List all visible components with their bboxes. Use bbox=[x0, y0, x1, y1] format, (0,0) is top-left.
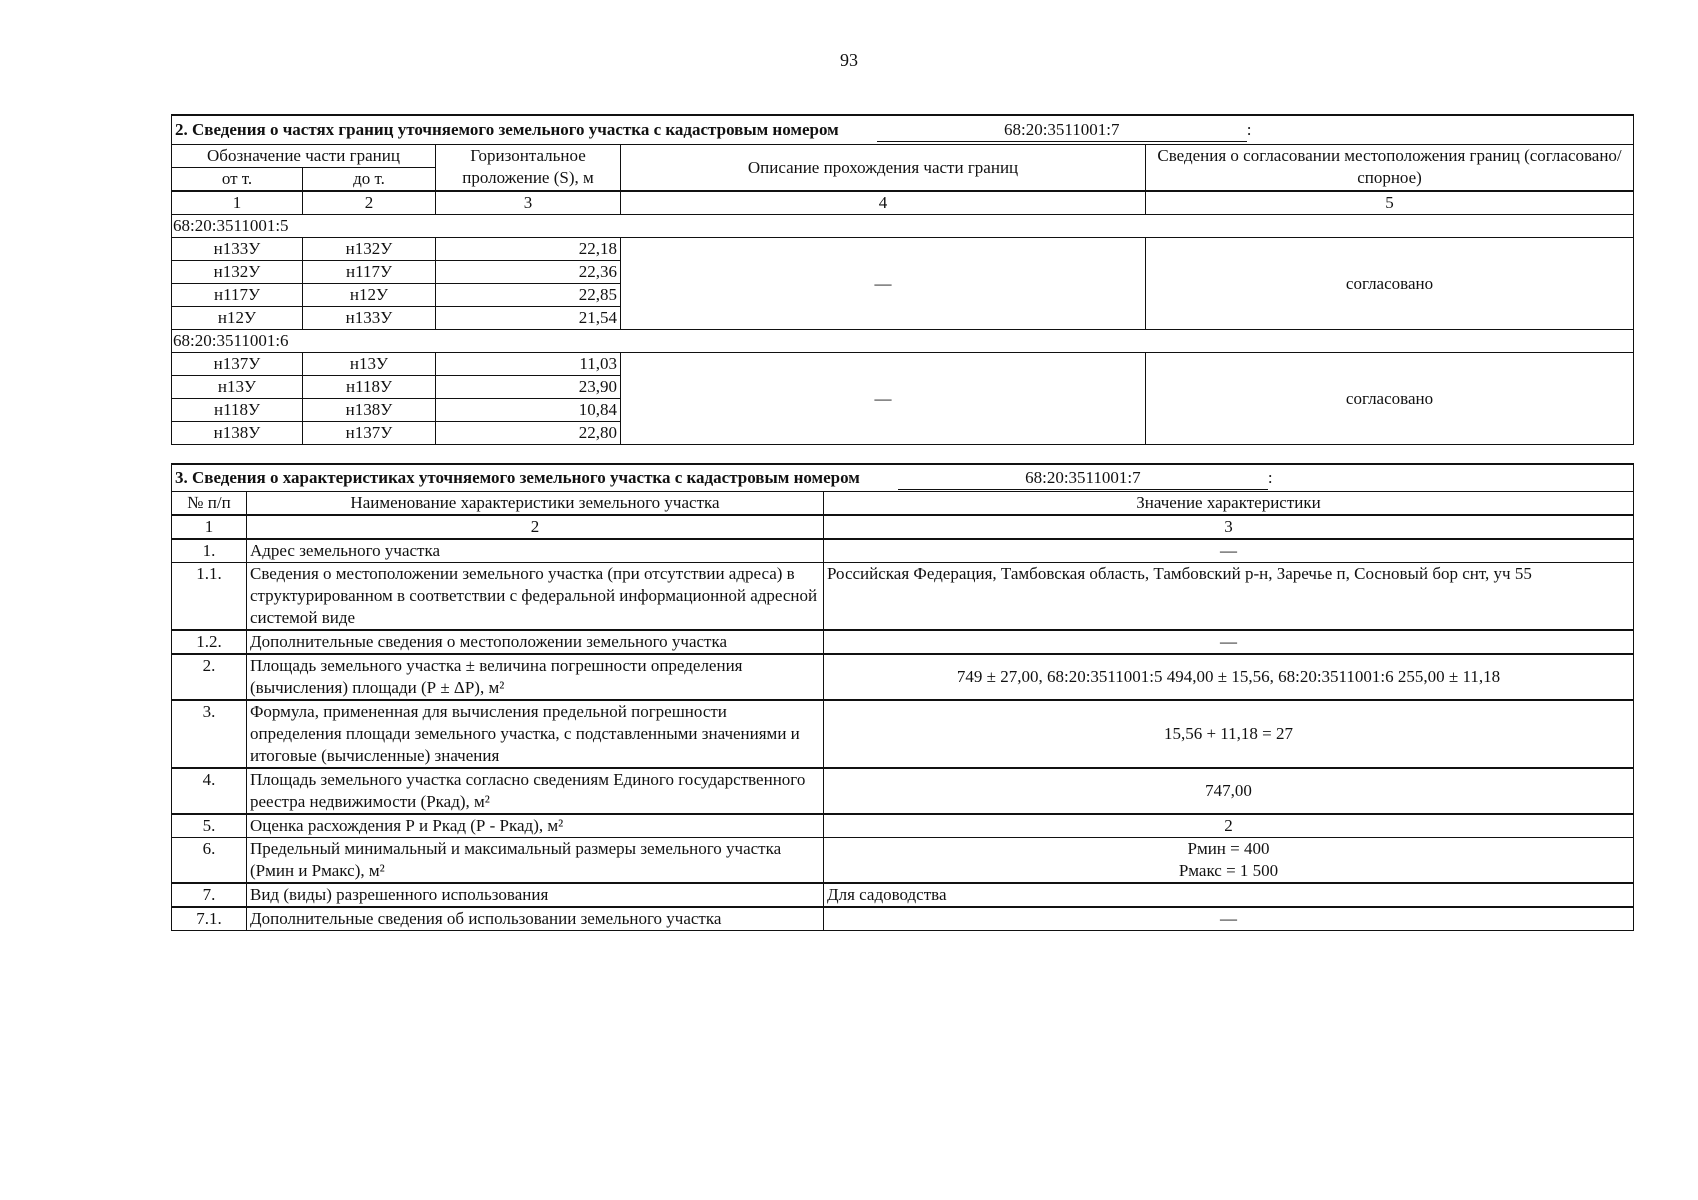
section2-cadastral-number: 68:20:3511001:7 bbox=[877, 119, 1247, 142]
table-row bbox=[172, 838, 1634, 884]
header-num: № п/п bbox=[172, 492, 247, 516]
col-number: 3 bbox=[436, 191, 621, 215]
table-row bbox=[172, 814, 1634, 838]
table-row bbox=[172, 883, 1634, 907]
col-number: 1 bbox=[172, 191, 303, 215]
distance-value: 21,54 bbox=[436, 307, 621, 330]
header-agreement: Сведения о согласовании местоположения границ (согласовано/спорное) bbox=[1146, 145, 1634, 192]
table-row bbox=[172, 563, 1634, 631]
row-num: 2. bbox=[172, 654, 247, 700]
col-number: 2 bbox=[303, 191, 436, 215]
col-number: 4 bbox=[621, 191, 1146, 215]
section2-title-row bbox=[172, 115, 1634, 145]
row-name: Предельный минимальный и максимальный размеры земельного участка (Рмин и Рмакс), м² bbox=[247, 838, 824, 884]
section3-title: 3. Сведения о характеристиках уточняемого земельного участка с кадастровым номером bbox=[175, 467, 860, 487]
row-num: 6. bbox=[172, 838, 247, 884]
row-value: — bbox=[824, 539, 1634, 563]
section3-cadastral-number: 68:20:3511001:7 bbox=[898, 467, 1268, 490]
to-point: н132У bbox=[303, 238, 436, 261]
col-number: 3 bbox=[824, 515, 1634, 539]
to-point: н13У bbox=[303, 353, 436, 376]
row-name: Дополнительные сведения об использовании земельного участка bbox=[247, 907, 824, 931]
distance-value: 23,90 bbox=[436, 376, 621, 399]
to-point: н117У bbox=[303, 261, 436, 284]
section3-title-row bbox=[172, 464, 1634, 492]
table-row bbox=[172, 654, 1634, 700]
header-from-point: от т. bbox=[172, 168, 303, 192]
row-num: 5. bbox=[172, 814, 247, 838]
from-point: н133У bbox=[172, 238, 303, 261]
section2-title: 2. Сведения о частях границ уточняемого земельного участка с кадастровым номером bbox=[175, 119, 839, 139]
row-num: 7. bbox=[172, 883, 247, 907]
row-num: 4. bbox=[172, 768, 247, 814]
from-point: н117У bbox=[172, 284, 303, 307]
table-row bbox=[172, 700, 1634, 768]
table-row bbox=[172, 907, 1634, 931]
to-point: н118У bbox=[303, 376, 436, 399]
col-number: 5 bbox=[1146, 191, 1634, 215]
to-point: н12У bbox=[303, 284, 436, 307]
section3-colon: : bbox=[1267, 467, 1273, 487]
to-point: н138У bbox=[303, 399, 436, 422]
table-row bbox=[172, 353, 1634, 376]
group-label: 68:20:3511001:6 bbox=[172, 330, 1634, 353]
header-description: Описание прохождения части границ bbox=[621, 145, 1146, 192]
distance-value: 22,18 bbox=[436, 238, 621, 261]
to-point: н137У bbox=[303, 422, 436, 445]
header-distance: Горизонтальное проложение (S), м bbox=[436, 145, 621, 192]
column-numbers-row bbox=[172, 191, 1634, 215]
from-point: н132У bbox=[172, 261, 303, 284]
row-num: 7.1. bbox=[172, 907, 247, 931]
table-row bbox=[172, 630, 1634, 654]
row-value: Для садоводства bbox=[824, 883, 1634, 907]
row-value: Российская Федерация, Тамбовская область, Тамбовский р-н, Заречье п, Сосновый бор снт, уч 55 bbox=[824, 563, 1634, 631]
description-value: — bbox=[621, 353, 1146, 445]
row-num: 1. bbox=[172, 539, 247, 563]
table-row bbox=[172, 539, 1634, 563]
agreement-value: согласовано bbox=[1146, 238, 1634, 330]
from-point: н13У bbox=[172, 376, 303, 399]
description-value: — bbox=[621, 238, 1146, 330]
row-value: — bbox=[824, 907, 1634, 931]
column-numbers-row bbox=[172, 515, 1634, 539]
col-number: 2 bbox=[247, 515, 824, 539]
row-value: — bbox=[824, 630, 1634, 654]
row-num: 1.1. bbox=[172, 563, 247, 631]
header-part-designation: Обозначение части границ bbox=[172, 145, 436, 168]
from-point: н12У bbox=[172, 307, 303, 330]
section2-colon: : bbox=[1246, 119, 1252, 139]
row-value: 2 bbox=[824, 814, 1634, 838]
row-name: Формула, примененная для вычисления предельной погрешности определения площади земельного участка, с подставленными значениями и итоговые (вычисленные) значения bbox=[247, 700, 824, 768]
distance-value: 22,85 bbox=[436, 284, 621, 307]
agreement-value: согласовано bbox=[1146, 353, 1634, 445]
row-name: Вид (виды) разрешенного использования bbox=[247, 883, 824, 907]
distance-value: 11,03 bbox=[436, 353, 621, 376]
row-value-min: Рмин = 400 bbox=[1187, 839, 1270, 858]
table-row bbox=[172, 768, 1634, 814]
from-point: н118У bbox=[172, 399, 303, 422]
row-name: Сведения о местоположении земельного участка (при отсутствии адреса) в структурированном в соответствии с федеральной информационной адресной системой виде bbox=[247, 563, 824, 631]
header-name: Наименование характеристики земельного участка bbox=[247, 492, 824, 516]
distance-value: 10,84 bbox=[436, 399, 621, 422]
row-name: Адрес земельного участка bbox=[247, 539, 824, 563]
col-number: 1 bbox=[172, 515, 247, 539]
table-row bbox=[172, 238, 1634, 261]
to-point: н133У bbox=[303, 307, 436, 330]
group-label: 68:20:3511001:5 bbox=[172, 215, 1634, 238]
page-number: 93 bbox=[840, 50, 858, 70]
row-value bbox=[824, 838, 1634, 884]
from-point: н138У bbox=[172, 422, 303, 445]
characteristics-table bbox=[171, 463, 1634, 931]
row-value: 15,56 + 11,18 = 27 bbox=[824, 700, 1634, 768]
row-num: 3. bbox=[172, 700, 247, 768]
header-to-point: до т. bbox=[303, 168, 436, 192]
from-point: н137У bbox=[172, 353, 303, 376]
boundary-parts-table bbox=[171, 114, 1634, 445]
row-name: Оценка расхождения Р и Ркад (Р - Ркад), м² bbox=[247, 814, 824, 838]
row-value-max: Рмакс = 1 500 bbox=[1178, 861, 1279, 880]
row-value: 749 ± 27,00, 68:20:3511001:5 494,00 ± 15,56, 68:20:3511001:6 255,00 ± 11,18 bbox=[824, 654, 1634, 700]
distance-value: 22,80 bbox=[436, 422, 621, 445]
row-value: 747,00 bbox=[824, 768, 1634, 814]
row-num: 1.2. bbox=[172, 630, 247, 654]
distance-value: 22,36 bbox=[436, 261, 621, 284]
row-name: Дополнительные сведения о местоположении земельного участка bbox=[247, 630, 824, 654]
row-name: Площадь земельного участка согласно сведениям Единого государственного реестра недвижимости (Ркад), м² bbox=[247, 768, 824, 814]
row-name: Площадь земельного участка ± величина погрешности определения (вычисления) площади (Р ± ΔР), м² bbox=[247, 654, 824, 700]
header-value: Значение характеристики bbox=[824, 492, 1634, 516]
